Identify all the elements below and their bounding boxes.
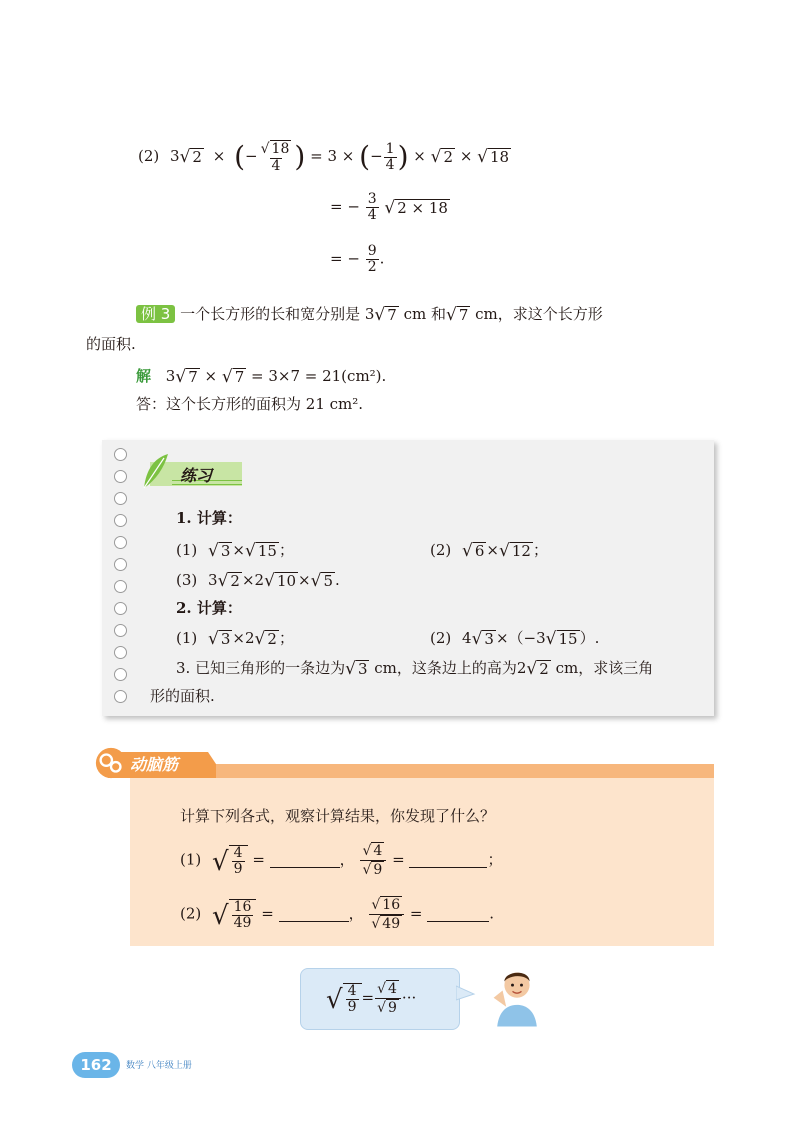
thinking-item-1: (1) √ $\frac{4}{9}$ = ， √ 4 √ 9 = ； — [180, 843, 503, 878]
practice-q1-label: 1. 计算： — [176, 509, 242, 527]
bubble-formula: √ $\frac{4}{9}$ = √ 4 √ 9 ··· — [326, 981, 417, 1016]
thinking-prompt: 计算下列各式，观察计算结果，你发现了什么？ — [180, 807, 496, 825]
answer-blank[interactable] — [409, 853, 487, 868]
thinking-header — [90, 750, 714, 778]
book-title: 数学 八年级上册 — [126, 1061, 192, 1071]
sqrt: √ 7 — [374, 305, 397, 325]
page-number: 162 — [72, 1052, 120, 1078]
answer-blank[interactable] — [270, 853, 340, 868]
example-badge: 例 3 — [136, 305, 175, 323]
practice-q2-2: (2) 4 √ 3 ×（−3 √ 15 ）. — [430, 629, 600, 649]
thinking-item-2: (2) √ $\frac{16}{49}$ = ， √ 16 √ 49 = . — [180, 897, 495, 932]
practice-q1-3: (3) 3 √ 2 ×2 √ 10 × √ 5 . — [176, 571, 340, 591]
sqrt: √ 2 × 18 — [384, 197, 448, 218]
fraction: $\frac{1}{4}$ — [385, 140, 395, 173]
sqrt: √ 7 — [221, 367, 245, 387]
sqrt: √ 7 — [175, 367, 198, 387]
sqrt: √ 2 — [179, 147, 202, 167]
solution-marker: 解 — [136, 367, 152, 385]
solution-line-1: (2) 3 √ 2 × (− √ 18 4 ) = 3 × (− $\frac{1}{4}$ ) × √ 2 × √ 18 — [138, 140, 510, 174]
practice-title: 练习 — [180, 466, 213, 485]
fraction: √ 18 4 — [260, 141, 290, 174]
example-3-question: 例 3 一个长方形的长和宽分别是 3 √ 7 cm 和 √ 7 cm，求这个长方形 — [136, 304, 603, 324]
thinking-title: 动脑筋 — [130, 755, 179, 774]
gear-icon — [94, 746, 128, 780]
example-3-question-line2: 的面积. — [86, 335, 136, 353]
sqrt: √ 18 — [477, 147, 510, 167]
bubble-tail — [456, 984, 476, 1004]
answer-blank[interactable] — [427, 907, 489, 922]
practice-q2-1: (1) √ 3 ×2 √ 2 ； — [176, 629, 294, 649]
solution-line-2: = − $\frac{3}{4}$ √ 2 × 18 — [330, 191, 448, 223]
fraction: $\frac{3}{4}$ — [367, 191, 377, 223]
practice-q2-label: 2. 计算： — [176, 599, 242, 617]
practice-q1-1: (1) √ 3 × √ 15 ； — [176, 541, 294, 561]
boy-character-icon — [490, 962, 544, 1028]
example-3-solution: 解 3 √ 7 × √ 7 = 3×7 = 21(cm²). — [136, 367, 387, 387]
practice-q3-line2: 形的面积. — [150, 687, 215, 705]
sqrt: √ 2 — [430, 147, 454, 167]
answer-blank[interactable] — [279, 907, 349, 922]
sqrt: √ 7 — [445, 305, 469, 325]
practice-q3: 3. 已知三角形的一条边为 √ 3 cm，这条边上的高为2 √ 2 cm，求该三角 — [176, 659, 654, 679]
leaf-icon — [140, 452, 170, 490]
practice-q1-2: (2) √ 6 × √ 12 ； — [430, 541, 548, 561]
example-3-answer: 答：这个长方形的面积为 21 cm². — [136, 395, 364, 413]
fraction: $\frac{9}{2}$ — [367, 243, 377, 275]
solution-line-3: = − $\frac{9}{2}$ . — [330, 243, 385, 275]
